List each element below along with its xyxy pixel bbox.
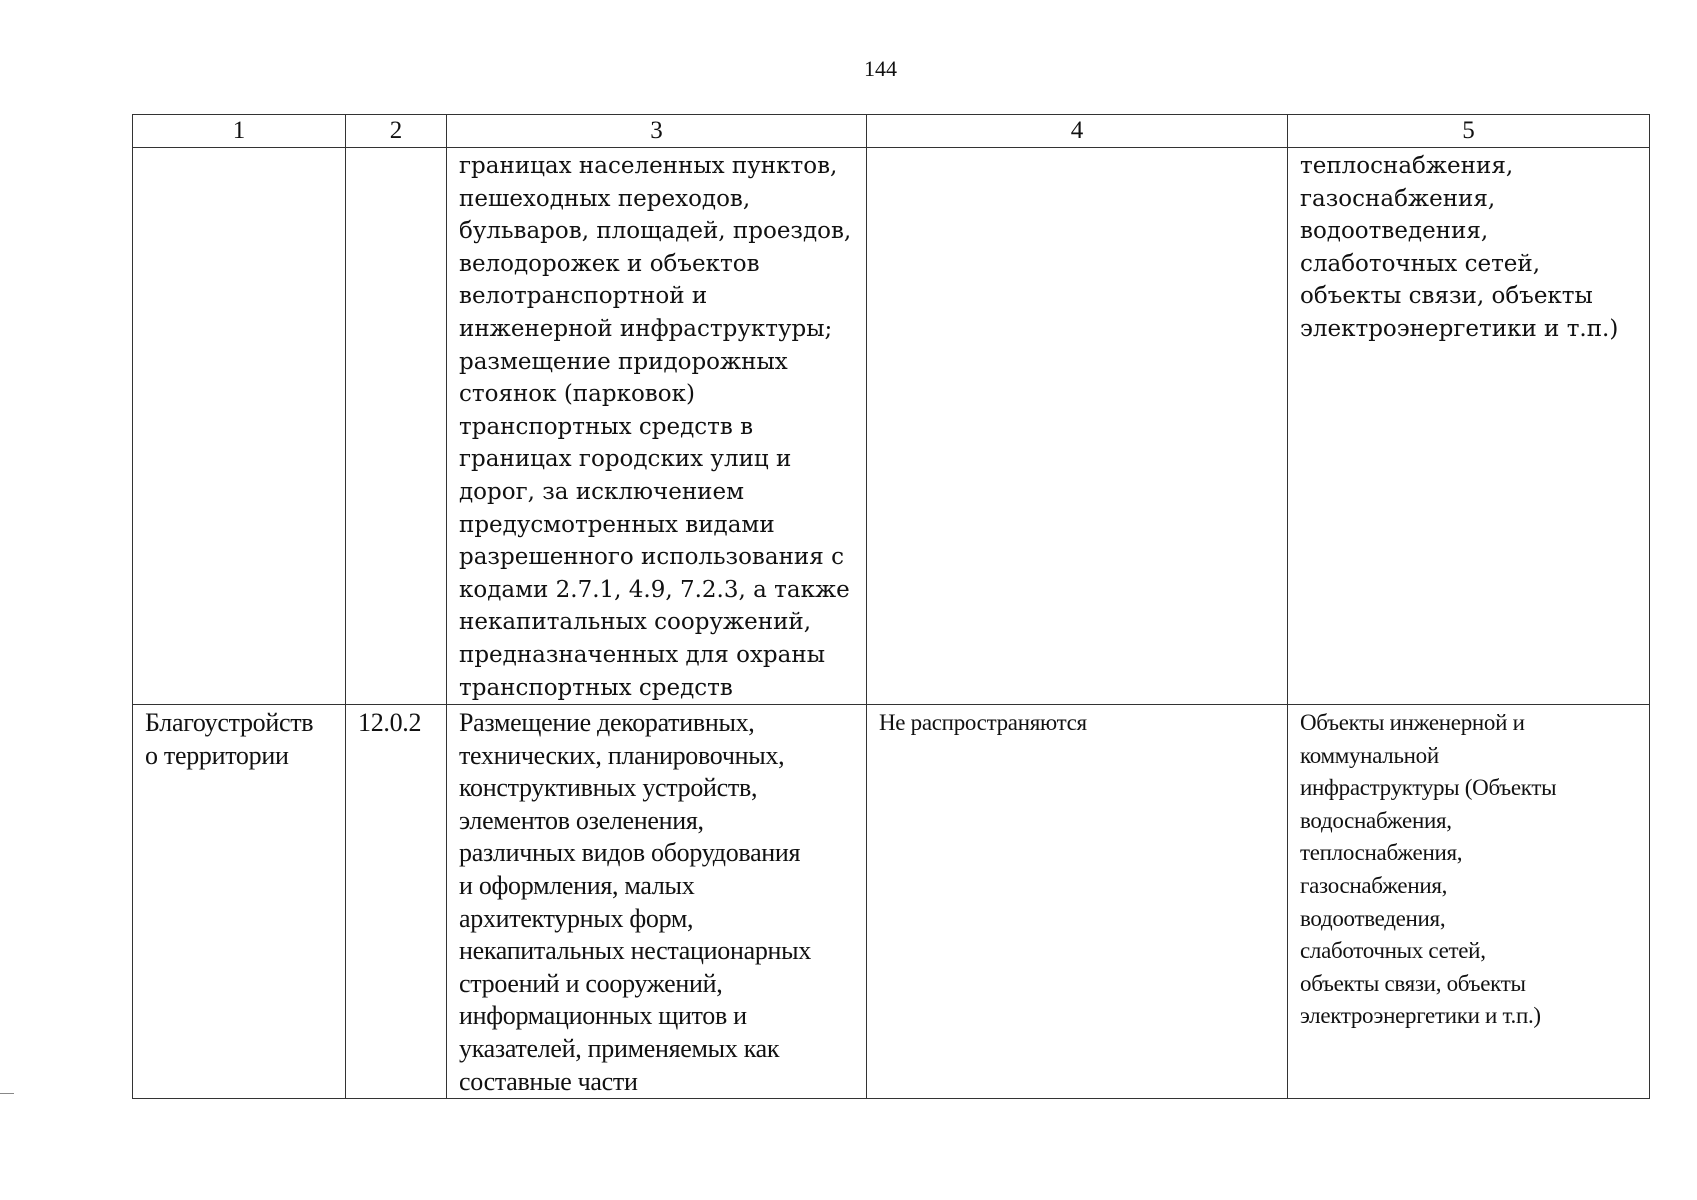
text-line: слаботочных сетей, (1300, 250, 1541, 277)
text-line: велодорожек и объектов (459, 250, 760, 277)
text-line: инженерной инфраструктуры; (459, 315, 833, 342)
text-line: границах населенных пунктов, (459, 153, 838, 179)
text-line: электроэнергетики и т.п.) (1300, 1003, 1541, 1029)
text-line: строений и сооружений, (459, 968, 723, 998)
cell-name (133, 148, 346, 705)
text-line: некапитальных сооружений, (459, 609, 812, 636)
text-line: границах городских улиц и (459, 446, 792, 473)
text-line: газоснабжения, (1300, 873, 1448, 899)
text-line: теплоснабжения, (1300, 840, 1463, 866)
column-header-1: 1 (133, 115, 346, 148)
text-line: водоснабжения, (1300, 807, 1452, 833)
text-line: инфраструктуры (Объекты (1300, 775, 1557, 801)
cell-description (447, 148, 867, 705)
text-line: бульваров, площадей, проездов, (459, 218, 852, 245)
cell-restrictions (867, 148, 1288, 705)
text-line: дорог, за исключением (459, 478, 745, 505)
text-line: объекты связи, объекты (1300, 970, 1526, 996)
text-line: о территории (145, 740, 289, 770)
text-line: некапитальных нестационарных (459, 936, 812, 966)
text-line: слаботочных сетей, (1300, 938, 1486, 964)
text-line: предназначенных для охраны (459, 641, 826, 668)
column-header-5: 5 (1288, 115, 1650, 148)
text-line: пешеходных переходов, (459, 185, 751, 212)
text-line: Размещение декоративных, (459, 708, 755, 738)
text-line: кодами 2.7.1, 4.9, 7.2.3, а также (459, 576, 850, 603)
text-line: стоянок (парковок) (459, 381, 695, 408)
text-line: велотранспортной и (459, 283, 708, 310)
land-use-table (132, 114, 1650, 1099)
cell-auxiliary (1288, 148, 1650, 705)
text-line: технических, планировочных, (459, 740, 785, 770)
cell-code: 12.0.2 (346, 705, 447, 1099)
table-header-row (133, 115, 1650, 148)
text-line: информационных щитов и (459, 1001, 747, 1031)
text-line: размещение придорожных (459, 348, 788, 375)
column-header-2: 2 (346, 115, 447, 148)
text-line: и оформления, малых (459, 871, 695, 901)
text-line: коммунальной (1300, 742, 1439, 768)
text-line: Объекты инженерной и (1300, 710, 1525, 736)
cell-restrictions: Не распространяются (867, 705, 1288, 1099)
text-line: объекты связи, объекты (1300, 283, 1593, 310)
scan-edge-mark (0, 1093, 14, 1094)
text-line: архитектурных форм, (459, 903, 694, 933)
text-line: элементов озеленения, (459, 805, 704, 835)
text-line: различных видов оборудования (459, 838, 801, 868)
text-line: конструктивных устройств, (459, 773, 758, 803)
cell-auxiliary (1288, 705, 1650, 1099)
text-line: указателей, применяемых как (459, 1034, 780, 1064)
text-line: Благоустройств (145, 708, 314, 738)
text-line: газоснабжения, (1300, 185, 1496, 212)
text-line: предусмотренных видами (459, 511, 775, 538)
text-line: водоотведения, (1300, 218, 1489, 245)
text-line: теплоснабжения, (1300, 153, 1514, 179)
page-number: 144 (864, 56, 897, 81)
cell-name (133, 705, 346, 1099)
column-header-3: 3 (447, 115, 867, 148)
column-header-4: 4 (867, 115, 1288, 148)
text-line: электроэнергетики и т.п.) (1300, 315, 1619, 342)
text-line: водоотведения, (1300, 905, 1446, 931)
table-row (133, 705, 1650, 1099)
text-line: транспортных средств (459, 674, 733, 701)
text-line: составные части (459, 1066, 638, 1096)
cell-code (346, 148, 447, 705)
text-line: разрешенного использования с (459, 544, 844, 571)
cell-description (447, 705, 867, 1099)
text-line: транспортных средств в (459, 413, 754, 440)
table-row (133, 148, 1650, 705)
